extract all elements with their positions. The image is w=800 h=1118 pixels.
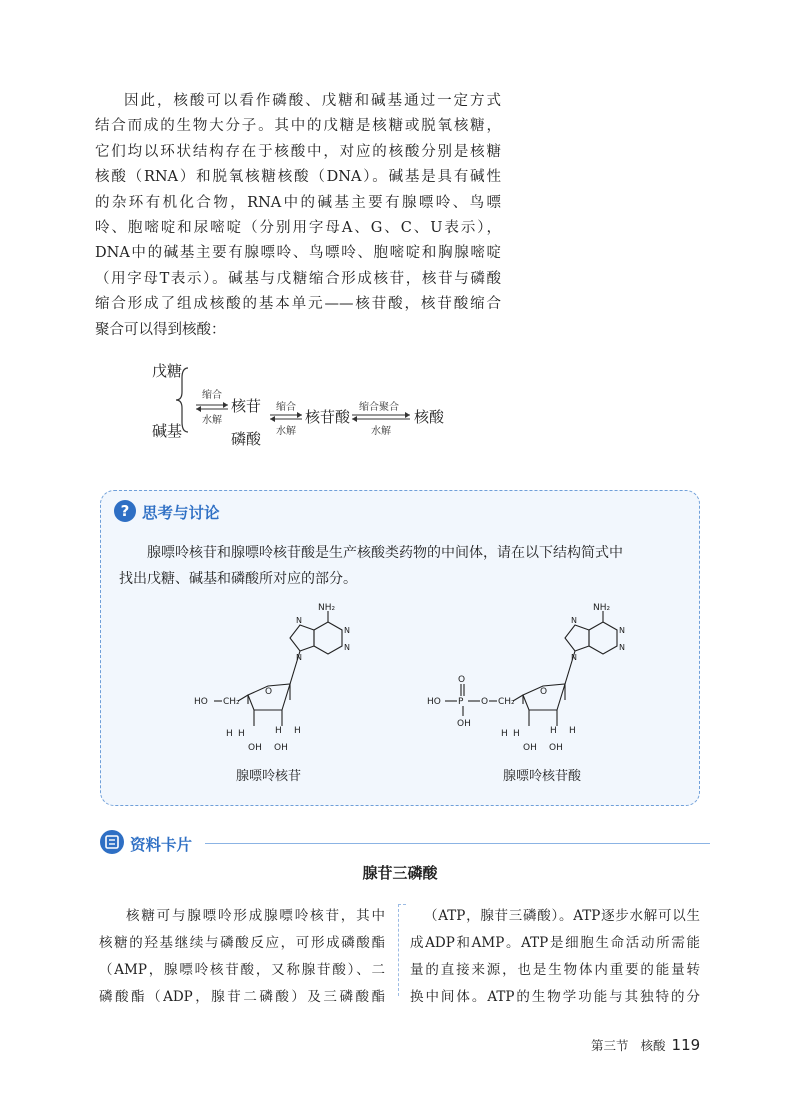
h-label: H bbox=[550, 726, 557, 736]
card-line: 核糖的羟基继续与磷酸反应，可形成磷酸酯 bbox=[99, 935, 385, 951]
h-label: H bbox=[226, 729, 233, 739]
paragraph-line: 因此，核酸可以看作磷酸、戊糖和碱基通过一定方式 bbox=[124, 93, 501, 109]
footer-section: 第三节 bbox=[591, 1038, 629, 1053]
paragraph-line: 聚合可以得到核酸： bbox=[95, 321, 226, 338]
h-label: H bbox=[569, 726, 576, 736]
h-label: H bbox=[238, 729, 245, 739]
label-hydrolyze: 水解 bbox=[371, 426, 391, 437]
question-icon: ? bbox=[114, 500, 136, 522]
scheme-nucleoside: 核苷 bbox=[231, 397, 262, 415]
header-rule bbox=[205, 843, 710, 844]
card-line: （AMP，腺嘌呤核苷酸，又称腺苷酸）、二 bbox=[99, 962, 385, 978]
nh2-label: NH₂ bbox=[318, 603, 336, 613]
p-label: P bbox=[458, 697, 464, 707]
data-card-title: 资料卡片 bbox=[130, 836, 193, 854]
ring-o-label: O bbox=[540, 687, 548, 697]
ring-n: N bbox=[619, 643, 625, 652]
h-label: H bbox=[501, 729, 508, 739]
oh-label: OH bbox=[274, 743, 288, 753]
reaction-scheme bbox=[130, 350, 470, 448]
label-condense: 缩合 bbox=[276, 402, 296, 413]
h-label: H bbox=[275, 726, 282, 736]
amp-label: 腺嘌呤核苷酸 bbox=[503, 769, 582, 784]
card-line: 换中间体。ATP的生物学功能与其独特的分 bbox=[410, 989, 700, 1005]
h-label: H bbox=[513, 729, 520, 739]
ring-o-label: O bbox=[265, 687, 273, 697]
scheme-phosphate: 磷酸 bbox=[231, 430, 262, 448]
ring-n: N bbox=[571, 616, 577, 625]
scheme-nucleic-acid: 核酸 bbox=[414, 408, 445, 426]
card-left-column bbox=[99, 903, 385, 1011]
ring-n: N bbox=[571, 653, 577, 662]
bridge-o-label: O bbox=[481, 697, 489, 707]
oh-label: OH bbox=[457, 719, 471, 729]
card-line: 量的直接来源，也是生物体内重要的能量转 bbox=[410, 962, 700, 978]
scheme-arrows bbox=[130, 350, 470, 445]
oh-label: OH bbox=[248, 743, 262, 753]
adenosine-label: 腺嘌呤核苷 bbox=[236, 769, 302, 784]
ring-n: N bbox=[619, 626, 625, 635]
label-condense-polymerize: 缩合聚合 bbox=[359, 402, 399, 413]
scheme-base: 碱基 bbox=[152, 422, 183, 440]
think-discuss-text bbox=[119, 540, 679, 592]
paragraph-line: （用字母T表示）。碱基与戊糖缩合形成核苷，核苷与磷酸 bbox=[95, 270, 501, 287]
card-right-column bbox=[410, 903, 700, 1011]
think-discuss-title: 思考与讨论 bbox=[142, 504, 220, 522]
book-icon bbox=[100, 830, 124, 854]
footer-topic: 核酸 bbox=[640, 1038, 666, 1053]
paragraph-line: 缩合形成了组成核酸的基本单元——核苷酸，核苷酸缩合 bbox=[95, 296, 501, 313]
main-paragraph bbox=[95, 89, 501, 343]
card-line: （ATP，腺苷三磷酸）。ATP逐步水解可以生 bbox=[424, 908, 700, 924]
ho-label: HO bbox=[194, 697, 208, 707]
oh-label: OH bbox=[523, 743, 537, 753]
ring-n: N bbox=[296, 616, 302, 625]
paragraph-line: 核酸（RNA）和脱氧核糖核酸（DNA）。碱基是具有碱性 bbox=[95, 169, 501, 186]
label-hydrolyze: 水解 bbox=[276, 426, 296, 437]
phosphate-o-label: O bbox=[458, 675, 466, 685]
paragraph-line: 它们均以环状结构存在于核酸中，对应的核酸分别是核糖 bbox=[95, 143, 501, 160]
adenosine-structure bbox=[190, 600, 370, 765]
think-line: 腺嘌呤核苷和腺嘌呤核苷酸是生产核酸类药物的中间体，请在以下结构简式中 bbox=[147, 545, 623, 561]
paragraph-line: 的杂环有机化合物，RNA中的碱基主要有腺嘌呤、鸟嘌 bbox=[95, 194, 501, 211]
ch2-label: CH₂ bbox=[223, 697, 240, 707]
card-line: 成ADP和AMP。ATP是细胞生命活动所需能 bbox=[410, 935, 700, 951]
column-divider-cap bbox=[398, 904, 406, 915]
ch2-label: CH₂ bbox=[498, 697, 515, 707]
scheme-pentose: 戊糖 bbox=[152, 362, 183, 380]
amp-structure bbox=[425, 600, 645, 765]
page-number: 119 bbox=[671, 1036, 701, 1054]
article-title: 腺苷三磷酸 bbox=[362, 864, 438, 882]
nh2-label: NH₂ bbox=[593, 603, 611, 613]
oh-label: OH bbox=[549, 743, 563, 753]
paragraph-line: 呤、胞嘧啶和尿嘧啶（分别用字母A、G、C、U表示）， bbox=[95, 220, 501, 237]
think-line: 找出戊糖、碱基和磷酸所对应的部分。 bbox=[119, 571, 357, 587]
card-line: 磷酸酯（ADP，腺苷二磷酸）及三磷酸酯 bbox=[99, 989, 385, 1005]
ring-n: N bbox=[344, 626, 350, 635]
h-label: H bbox=[294, 726, 301, 736]
label-hydrolyze: 水解 bbox=[202, 415, 222, 426]
ring-n: N bbox=[344, 643, 350, 652]
card-line: 核糖可与腺嘌呤形成腺嘌呤核苷，其中 bbox=[126, 908, 385, 924]
ho-label: HO bbox=[427, 697, 441, 707]
ring-n: N bbox=[296, 653, 302, 662]
label-condense: 缩合 bbox=[202, 390, 222, 401]
scheme-nucleotide: 核苷酸 bbox=[305, 408, 351, 426]
page-footer bbox=[591, 1035, 700, 1054]
paragraph-line: DNA中的碱基主要有腺嘌呤、鸟嘌呤、胞嘧啶和胸腺嘧啶 bbox=[95, 245, 501, 262]
column-divider bbox=[398, 904, 399, 996]
paragraph-line: 结合而成的生物大分子。其中的戊糖是核糖或脱氧核糖， bbox=[95, 118, 501, 135]
